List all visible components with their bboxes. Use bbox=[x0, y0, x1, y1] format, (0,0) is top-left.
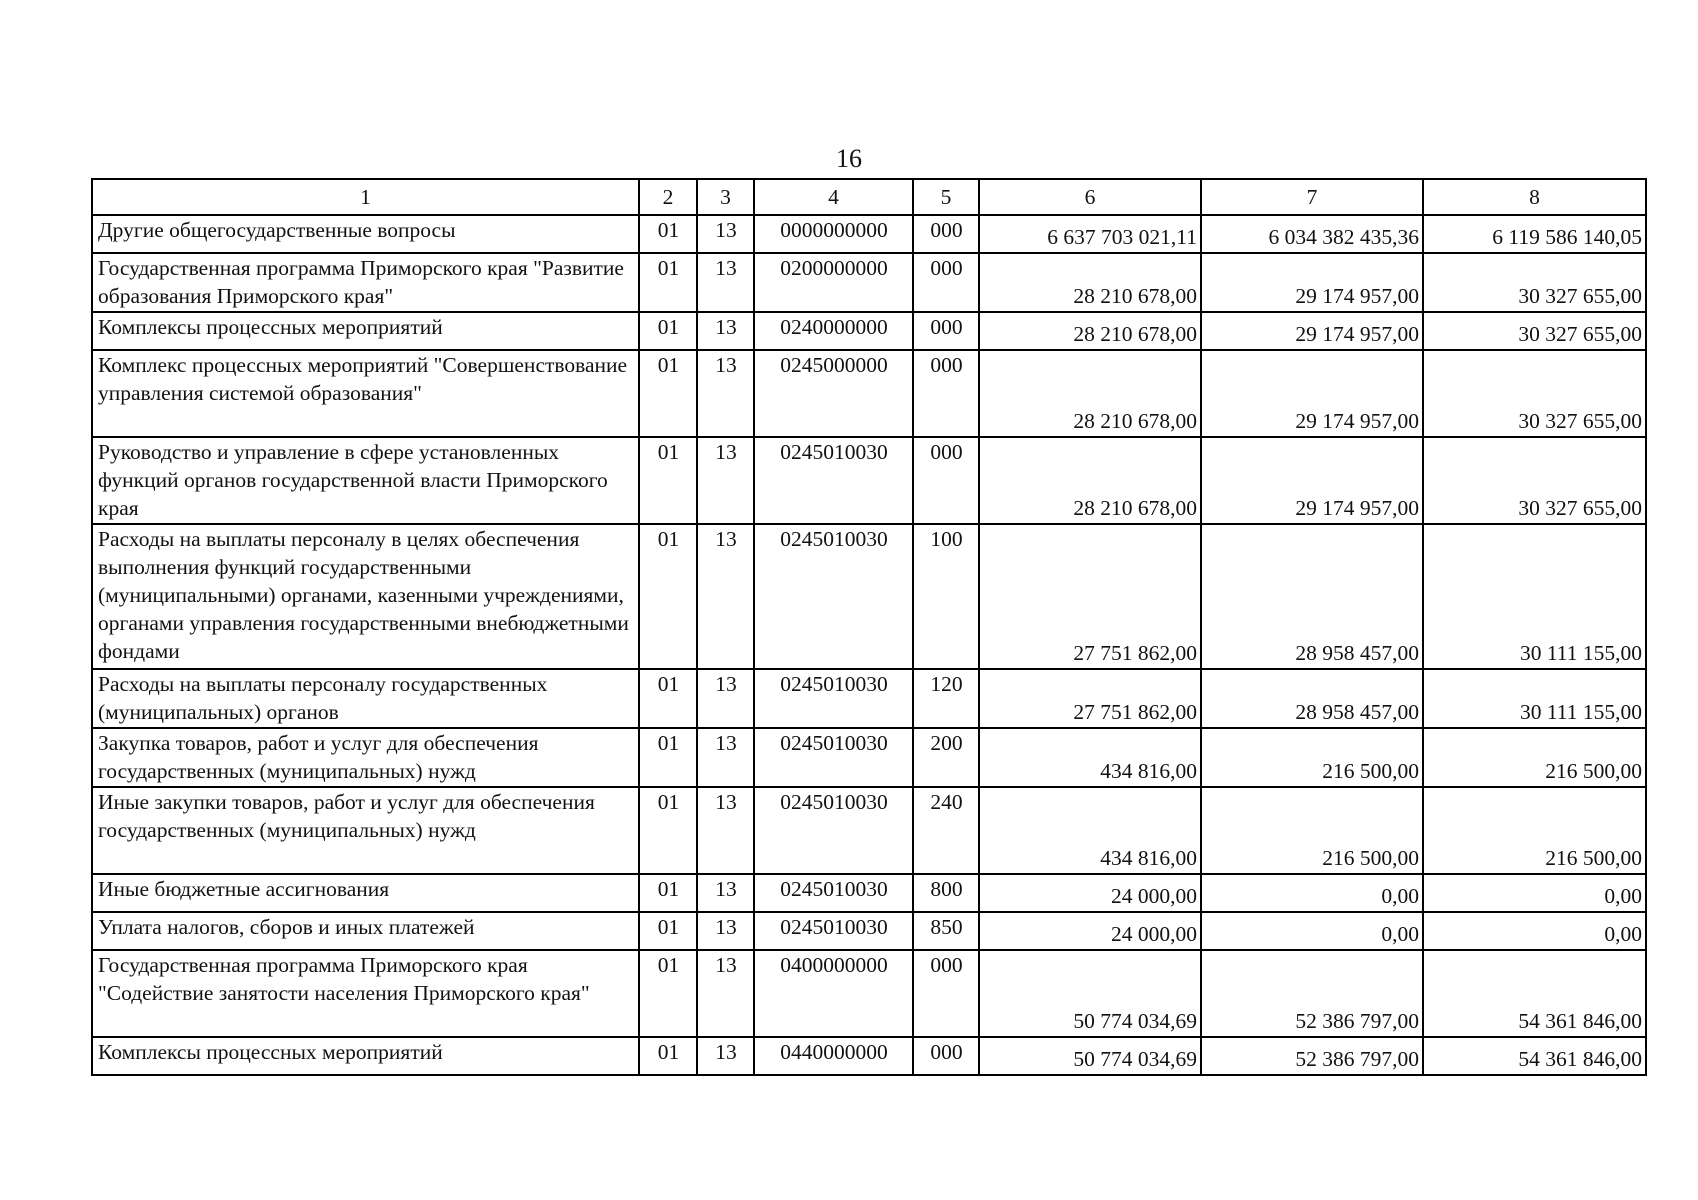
subsection-code: 13 bbox=[697, 253, 754, 312]
expense-name: Руководство и управление в сфере установленных функций органов государственной власти Приморского края bbox=[92, 437, 639, 524]
amount-col-7: 29 174 957,00 bbox=[1201, 350, 1423, 437]
target-item-code: 0400000000 bbox=[754, 950, 913, 1037]
amount-col-8: 30 111 155,00 bbox=[1423, 524, 1646, 669]
amount-col-7: 52 386 797,00 bbox=[1201, 1037, 1423, 1075]
amount-col-6: 27 751 862,00 bbox=[979, 669, 1201, 728]
amount-col-7: 6 034 382 435,36 bbox=[1201, 215, 1423, 253]
target-item-code: 0200000000 bbox=[754, 253, 913, 312]
amount-col-8: 0,00 bbox=[1423, 912, 1646, 950]
subsection-code: 13 bbox=[697, 437, 754, 524]
expense-type-code: 240 bbox=[913, 787, 979, 874]
section-code: 01 bbox=[639, 524, 697, 669]
amount-col-6: 6 637 703 021,11 bbox=[979, 215, 1201, 253]
target-item-code: 0245010030 bbox=[754, 728, 913, 787]
amount-col-6: 28 210 678,00 bbox=[979, 312, 1201, 350]
table-row bbox=[92, 874, 1646, 912]
expense-type-code: 000 bbox=[913, 215, 979, 253]
target-item-code: 0245010030 bbox=[754, 787, 913, 874]
amount-col-6: 24 000,00 bbox=[979, 874, 1201, 912]
expense-type-code: 800 bbox=[913, 874, 979, 912]
section-code: 01 bbox=[639, 950, 697, 1037]
amount-col-8: 30 327 655,00 bbox=[1423, 312, 1646, 350]
amount-col-6: 28 210 678,00 bbox=[979, 253, 1201, 312]
target-item-code: 0000000000 bbox=[754, 215, 913, 253]
expense-type-code: 200 bbox=[913, 728, 979, 787]
section-code: 01 bbox=[639, 1037, 697, 1075]
subsection-code: 13 bbox=[697, 912, 754, 950]
table-row bbox=[92, 350, 1646, 437]
section-code: 01 bbox=[639, 728, 697, 787]
header-cell: 6 bbox=[979, 179, 1201, 215]
section-code: 01 bbox=[639, 787, 697, 874]
subsection-code: 13 bbox=[697, 950, 754, 1037]
expense-type-code: 000 bbox=[913, 950, 979, 1037]
amount-col-7: 52 386 797,00 bbox=[1201, 950, 1423, 1037]
section-code: 01 bbox=[639, 912, 697, 950]
subsection-code: 13 bbox=[697, 787, 754, 874]
header-cell: 8 bbox=[1423, 179, 1646, 215]
amount-col-6: 28 210 678,00 bbox=[979, 437, 1201, 524]
subsection-code: 13 bbox=[697, 728, 754, 787]
section-code: 01 bbox=[639, 874, 697, 912]
target-item-code: 0245010030 bbox=[754, 524, 913, 669]
expense-type-code: 000 bbox=[913, 437, 979, 524]
target-item-code: 0245000000 bbox=[754, 350, 913, 437]
amount-col-8: 30 327 655,00 bbox=[1423, 350, 1646, 437]
target-item-code: 0245010030 bbox=[754, 437, 913, 524]
header-cell: 4 bbox=[754, 179, 913, 215]
expense-name: Комплекс процессных мероприятий "Совершенствование управления системой образования" bbox=[92, 350, 639, 437]
table-row bbox=[92, 524, 1646, 669]
expense-type-code: 000 bbox=[913, 312, 979, 350]
subsection-code: 13 bbox=[697, 350, 754, 437]
amount-col-7: 28 958 457,00 bbox=[1201, 669, 1423, 728]
section-code: 01 bbox=[639, 669, 697, 728]
amount-col-7: 216 500,00 bbox=[1201, 728, 1423, 787]
amount-col-6: 434 816,00 bbox=[979, 728, 1201, 787]
header-cell: 5 bbox=[913, 179, 979, 215]
table-row bbox=[92, 312, 1646, 350]
target-item-code: 0440000000 bbox=[754, 1037, 913, 1075]
header-cell: 3 bbox=[697, 179, 754, 215]
amount-col-8: 54 361 846,00 bbox=[1423, 1037, 1646, 1075]
expense-type-code: 000 bbox=[913, 253, 979, 312]
amount-col-7: 0,00 bbox=[1201, 874, 1423, 912]
expense-name: Иные закупки товаров, работ и услуг для обеспечения государственных (муниципальных) нужд bbox=[92, 787, 639, 874]
section-code: 01 bbox=[639, 437, 697, 524]
expense-name: Другие общегосударственные вопросы bbox=[92, 215, 639, 253]
subsection-code: 13 bbox=[697, 524, 754, 669]
section-code: 01 bbox=[639, 253, 697, 312]
table-row bbox=[92, 912, 1646, 950]
table-row bbox=[92, 950, 1646, 1037]
target-item-code: 0245010030 bbox=[754, 912, 913, 950]
section-code: 01 bbox=[639, 312, 697, 350]
target-item-code: 0245010030 bbox=[754, 669, 913, 728]
table-row bbox=[92, 728, 1646, 787]
amount-col-7: 28 958 457,00 bbox=[1201, 524, 1423, 669]
header-cell: 2 bbox=[639, 179, 697, 215]
expense-name: Государственная программа Приморского края "Развитие образования Приморского края" bbox=[92, 253, 639, 312]
table-row bbox=[92, 253, 1646, 312]
expense-name: Расходы на выплаты персоналу государственных (муниципальных) органов bbox=[92, 669, 639, 728]
expense-name: Государственная программа Приморского края "Содействие занятости населения Приморского края" bbox=[92, 950, 639, 1037]
budget-table bbox=[91, 178, 1647, 1076]
table-header-row bbox=[92, 179, 1646, 215]
page-number: 16 bbox=[836, 144, 862, 173]
expense-type-code: 100 bbox=[913, 524, 979, 669]
subsection-code: 13 bbox=[697, 312, 754, 350]
amount-col-8: 216 500,00 bbox=[1423, 787, 1646, 874]
amount-col-7: 0,00 bbox=[1201, 912, 1423, 950]
expense-type-code: 120 bbox=[913, 669, 979, 728]
subsection-code: 13 bbox=[697, 215, 754, 253]
target-item-code: 0240000000 bbox=[754, 312, 913, 350]
expense-name: Расходы на выплаты персоналу в целях обеспечения выполнения функций государственными (муниципальными) органами, казенными учреждениями, органами управления государственными внебюджетными фондами bbox=[92, 524, 639, 669]
expense-name: Комплексы процессных мероприятий bbox=[92, 1037, 639, 1075]
subsection-code: 13 bbox=[697, 1037, 754, 1075]
amount-col-8: 54 361 846,00 bbox=[1423, 950, 1646, 1037]
amount-col-8: 6 119 586 140,05 bbox=[1423, 215, 1646, 253]
amount-col-7: 29 174 957,00 bbox=[1201, 437, 1423, 524]
subsection-code: 13 bbox=[697, 669, 754, 728]
target-item-code: 0245010030 bbox=[754, 874, 913, 912]
expense-type-code: 850 bbox=[913, 912, 979, 950]
amount-col-6: 50 774 034,69 bbox=[979, 950, 1201, 1037]
amount-col-8: 216 500,00 bbox=[1423, 728, 1646, 787]
table-row bbox=[92, 1037, 1646, 1075]
section-code: 01 bbox=[639, 215, 697, 253]
expense-type-code: 000 bbox=[913, 1037, 979, 1075]
amount-col-8: 30 111 155,00 bbox=[1423, 669, 1646, 728]
table-row bbox=[92, 215, 1646, 253]
expense-name: Комплексы процессных мероприятий bbox=[92, 312, 639, 350]
table-row bbox=[92, 669, 1646, 728]
amount-col-6: 24 000,00 bbox=[979, 912, 1201, 950]
expense-name: Закупка товаров, работ и услуг для обеспечения государственных (муниципальных) нужд bbox=[92, 728, 639, 787]
header-cell: 1 bbox=[92, 179, 639, 215]
table-row bbox=[92, 787, 1646, 874]
amount-col-8: 0,00 bbox=[1423, 874, 1646, 912]
subsection-code: 13 bbox=[697, 874, 754, 912]
table-row bbox=[92, 437, 1646, 524]
header-cell: 7 bbox=[1201, 179, 1423, 215]
amount-col-8: 30 327 655,00 bbox=[1423, 437, 1646, 524]
amount-col-6: 28 210 678,00 bbox=[979, 350, 1201, 437]
amount-col-6: 27 751 862,00 bbox=[979, 524, 1201, 669]
amount-col-7: 29 174 957,00 bbox=[1201, 253, 1423, 312]
expense-name: Уплата налогов, сборов и иных платежей bbox=[92, 912, 639, 950]
expense-type-code: 000 bbox=[913, 350, 979, 437]
amount-col-7: 216 500,00 bbox=[1201, 787, 1423, 874]
amount-col-7: 29 174 957,00 bbox=[1201, 312, 1423, 350]
section-code: 01 bbox=[639, 350, 697, 437]
amount-col-6: 50 774 034,69 bbox=[979, 1037, 1201, 1075]
expense-name: Иные бюджетные ассигнования bbox=[92, 874, 639, 912]
amount-col-8: 30 327 655,00 bbox=[1423, 253, 1646, 312]
amount-col-6: 434 816,00 bbox=[979, 787, 1201, 874]
